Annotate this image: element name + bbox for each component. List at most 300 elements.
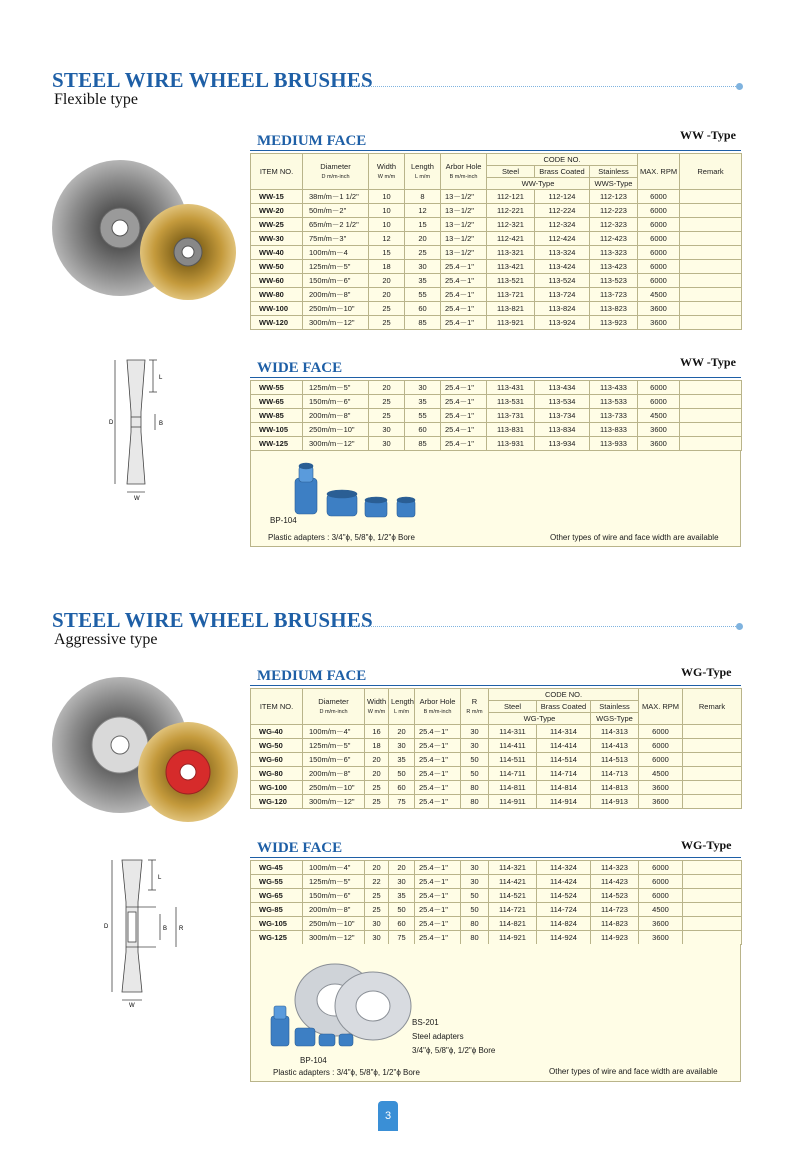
table-cell: 30 — [461, 861, 489, 875]
table-cell: 114-314 — [537, 725, 591, 739]
table-row — [251, 260, 742, 274]
table-cell: 114-511 — [489, 753, 537, 767]
diameter-cell: 250m/m－10" — [303, 917, 365, 931]
table-cell: 6000 — [639, 861, 683, 875]
table-cell: 6000 — [638, 395, 680, 409]
table-cell: 3600 — [639, 917, 683, 931]
table-cell: 30 — [461, 875, 489, 889]
table-row — [251, 288, 742, 302]
title-rule — [338, 626, 738, 627]
table-cell: 20 — [365, 753, 389, 767]
flexible-wheels-photo — [50, 140, 240, 310]
table-cell: 113-531 — [487, 395, 535, 409]
table-cell: 113-821 — [487, 302, 535, 316]
diameter-cell: 150m/m－6" — [303, 274, 369, 288]
col-rpm: MAX. RPM — [639, 689, 683, 725]
table-cell: 25 — [365, 795, 389, 809]
arbor-cell: 25.4－1" — [415, 725, 461, 739]
arbor-cell: 25.4－1" — [415, 917, 461, 931]
table-cell: 25 — [369, 395, 405, 409]
table-cell: 112-221 — [487, 204, 535, 218]
item-no-cell: WG-120 — [251, 795, 303, 809]
table-cell: 10 — [369, 204, 405, 218]
remark-cell — [683, 889, 742, 903]
remark-cell — [680, 274, 742, 288]
table-cell: 112-324 — [535, 218, 590, 232]
table-cell: 113-833 — [590, 423, 638, 437]
item-no-cell: WG-65 — [251, 889, 303, 903]
col-arbor: Arbor Hole — [419, 696, 456, 706]
table-cell: 114-713 — [591, 767, 639, 781]
table-cell: 20 — [365, 861, 389, 875]
table-cell: 4500 — [638, 288, 680, 302]
flexible-dimension-diagram — [105, 352, 190, 502]
arbor-cell: 25.4－1" — [415, 767, 461, 781]
table-cell: 80 — [461, 931, 489, 945]
medium-face-line — [250, 150, 741, 151]
item-no-cell: WW-30 — [251, 232, 303, 246]
col-length: Length — [411, 161, 434, 171]
table-cell: 113-731 — [487, 409, 535, 423]
table-cell: 113-523 — [590, 274, 638, 288]
table-cell: 30 — [365, 931, 389, 945]
table-cell: 50 — [389, 767, 415, 781]
diameter-cell: 300m/m－12" — [303, 316, 369, 330]
table-cell: 113-434 — [535, 381, 590, 395]
table-cell: 112-123 — [590, 190, 638, 204]
table-cell: 3600 — [639, 795, 683, 809]
table-cell: 114-321 — [489, 861, 537, 875]
arbor-cell: 25.4－1" — [441, 395, 487, 409]
table-cell: 113-321 — [487, 246, 535, 260]
wg-wide-table — [250, 860, 742, 945]
table-cell: 113-524 — [535, 274, 590, 288]
arbor-cell: 13－1/2" — [441, 246, 487, 260]
table-cell: 25 — [365, 889, 389, 903]
table-cell: 30 — [389, 739, 415, 753]
table-cell: 114-421 — [489, 875, 537, 889]
table-cell: 20 — [365, 767, 389, 781]
table-cell: 112-121 — [487, 190, 535, 204]
col-item: ITEM NO. — [251, 154, 303, 190]
col-width: Width — [367, 696, 387, 706]
arbor-cell: 25.4－1" — [415, 861, 461, 875]
table-cell: 30 — [405, 381, 441, 395]
remark-cell — [680, 190, 742, 204]
title-rule-dot — [736, 83, 743, 90]
remark-cell — [680, 232, 742, 246]
dim-d-label: D — [109, 420, 114, 426]
remark-cell — [680, 409, 742, 423]
table-cell: 113-834 — [535, 423, 590, 437]
table-cell: 114-523 — [591, 889, 639, 903]
table-row — [251, 409, 742, 423]
table-cell: 114-424 — [537, 875, 591, 889]
table-row — [251, 767, 742, 781]
table-cell: 114-313 — [591, 725, 639, 739]
table-cell: 114-524 — [537, 889, 591, 903]
item-no-cell: WW-50 — [251, 260, 303, 274]
section-subtitle-flexible: Flexible type — [54, 91, 138, 108]
table-cell: 113-324 — [535, 246, 590, 260]
table-row — [251, 246, 742, 260]
item-no-cell: WW-60 — [251, 274, 303, 288]
diameter-cell: 125m/m－5" — [303, 739, 365, 753]
dim-b-label: B — [163, 926, 168, 932]
item-no-cell: WG-80 — [251, 767, 303, 781]
arbor-cell: 25.4－1" — [415, 739, 461, 753]
remark-cell — [683, 725, 742, 739]
col-code: CODE NO. — [489, 689, 639, 701]
remark-cell — [683, 739, 742, 753]
diameter-cell: 300m/m－12" — [303, 931, 365, 945]
table-row — [251, 316, 742, 330]
table-row — [251, 903, 742, 917]
arbor-cell: 13－1/2" — [441, 190, 487, 204]
col-remark: Remark — [683, 689, 742, 725]
remark-cell — [680, 395, 742, 409]
table-cell: 114-814 — [537, 781, 591, 795]
table-row — [251, 395, 742, 409]
wide-face-line — [250, 377, 741, 378]
table-cell: 114-311 — [489, 725, 537, 739]
col-item: ITEM NO. — [251, 689, 303, 725]
table-cell: 55 — [405, 288, 441, 302]
table-cell: 113-934 — [535, 437, 590, 451]
remark-cell — [683, 767, 742, 781]
table-cell: 25 — [365, 903, 389, 917]
arbor-cell: 25.4－1" — [441, 437, 487, 451]
plastic-adapters-photo — [285, 460, 425, 522]
plastic-adapter-note-bottom: Plastic adapters : 3/4"ϕ, 5/8"ϕ, 1/2"ϕ Bore — [273, 1068, 420, 1077]
table-row — [251, 753, 742, 767]
section-title-flexible: STEEL WIRE WHEEL BRUSHES — [52, 68, 373, 92]
item-no-cell: WW-105 — [251, 423, 303, 437]
item-no-cell: WG-55 — [251, 875, 303, 889]
table-cell: 6000 — [639, 725, 683, 739]
table-cell: 6000 — [639, 753, 683, 767]
table-row — [251, 781, 742, 795]
item-no-cell: WG-105 — [251, 917, 303, 931]
item-no-cell: WW-20 — [251, 204, 303, 218]
table-cell: 112-323 — [590, 218, 638, 232]
table-cell: 114-414 — [537, 739, 591, 753]
ww-wide-type-label: WW -Type — [680, 355, 736, 369]
diameter-cell: 150m/m－6" — [303, 753, 365, 767]
dim-l-label: L — [159, 375, 163, 381]
table-cell: 3600 — [638, 423, 680, 437]
table-cell: 113-423 — [590, 260, 638, 274]
item-no-cell: WW-65 — [251, 395, 303, 409]
table-cell: 113-521 — [487, 274, 535, 288]
table-cell: 114-423 — [591, 875, 639, 889]
table-cell: 55 — [405, 409, 441, 423]
remark-cell — [683, 861, 742, 875]
table-row — [251, 204, 742, 218]
table-cell: 20 — [369, 381, 405, 395]
col-arbor: Arbor Hole — [445, 161, 482, 171]
table-cell: 20 — [405, 232, 441, 246]
table-cell: 80 — [461, 917, 489, 931]
table-cell: 60 — [405, 302, 441, 316]
section-title-aggressive: STEEL WIRE WHEEL BRUSHES — [52, 608, 373, 632]
remark-cell — [680, 260, 742, 274]
remark-cell — [683, 795, 742, 809]
table-cell: 112-423 — [590, 232, 638, 246]
table-cell: 113-724 — [535, 288, 590, 302]
remark-cell — [680, 288, 742, 302]
table-row — [251, 190, 742, 204]
remark-cell — [683, 753, 742, 767]
table-cell: 50 — [461, 903, 489, 917]
table-cell: 3600 — [639, 931, 683, 945]
table-cell: 112-124 — [535, 190, 590, 204]
table-cell: 20 — [369, 288, 405, 302]
table-cell: 80 — [461, 795, 489, 809]
dim-b-label: B — [159, 421, 164, 427]
table-cell: 114-921 — [489, 931, 537, 945]
table-cell: 114-714 — [537, 767, 591, 781]
table-row — [251, 218, 742, 232]
arbor-cell: 25.4－1" — [441, 274, 487, 288]
arbor-cell: 13－1/2" — [441, 232, 487, 246]
remark-cell — [680, 423, 742, 437]
diameter-cell: 150m/m－6" — [303, 889, 365, 903]
table-cell: 20 — [369, 274, 405, 288]
table-cell: 25 — [369, 302, 405, 316]
item-no-cell: WW-85 — [251, 409, 303, 423]
diameter-cell: 65m/m－2 1/2" — [303, 218, 369, 232]
item-no-cell: WW-15 — [251, 190, 303, 204]
table-row — [251, 725, 742, 739]
bp104-label-bottom: BP-104 — [300, 1056, 327, 1065]
ww-medium-table: ITEM NO. Diameter D m/m-inch Width W m/m Length L m/m Arbor Hole B m/m-inch CODE NO. MAX. RPM Remark Steel Brass Coated Stainless WW-Type WWS-Type WW-15 38m/m－1 1/2" 10 8 13－1/2" 112-121 112-124 112-123 6000 WW-20 50m/m－2" 10 12 13－1/2" 112-221 112-224 112-223 6000 WW-25 65m/m－2 1/2" 10 15 13－1/2" 112-321 112-324 112-323 6000 WW-30 75m/m－3" 12 20 13－1/2" 112-421 112-424 112-423 6000 WW-40 100m/m－4 15 25 13－1/2" 113-321 113-324 113-323 6000 WW-50 125m/m－5" 18 30 25.4－1" 113-421 113-424 113-423 6000 WW-60 150m/m－6" 20 35 25.4－1" 113-521 113-524 113-523 6000 WW-80 200m/m－8" 20 55 25.4－1" 113-721 113-724 113-723 4500 WW-100 250m/m－10" 25 60 25.4－1" 113-821 113-824 113-823 3600 WW-120 300m/m－12" 25 85 25.4－1" 113-921 113-924 113-923 3600 — [250, 153, 742, 330]
table-cell: 30 — [365, 917, 389, 931]
remark-cell — [680, 381, 742, 395]
diameter-cell: 75m/m－3" — [303, 232, 369, 246]
steel-adapters-bore: 3/4"ϕ, 5/8"ϕ, 1/2"ϕ Bore — [412, 1046, 496, 1055]
item-no-cell: WG-85 — [251, 903, 303, 917]
table-cell: 6000 — [638, 204, 680, 218]
table-cell: 113-824 — [535, 302, 590, 316]
diameter-cell: 300m/m－12" — [303, 437, 369, 451]
table-cell: 114-521 — [489, 889, 537, 903]
item-no-cell: WG-125 — [251, 931, 303, 945]
table-cell: 113-931 — [487, 437, 535, 451]
remark-cell — [683, 875, 742, 889]
arbor-cell: 25.4－1" — [415, 903, 461, 917]
arbor-cell: 25.4－1" — [415, 889, 461, 903]
table-cell: 6000 — [638, 274, 680, 288]
table-cell: 12 — [369, 232, 405, 246]
table-cell: 50 — [461, 753, 489, 767]
table-row — [251, 739, 742, 753]
table-cell: 30 — [369, 437, 405, 451]
table-cell: 25 — [369, 316, 405, 330]
arbor-cell: 25.4－1" — [441, 302, 487, 316]
table-cell: 114-824 — [537, 917, 591, 931]
diameter-cell: 250m/m－10" — [303, 781, 365, 795]
table-cell: 22 — [365, 875, 389, 889]
table-cell: 20 — [389, 861, 415, 875]
remark-cell — [683, 781, 742, 795]
item-no-cell: WW-120 — [251, 316, 303, 330]
arbor-cell: 13－1/2" — [441, 204, 487, 218]
table-cell: 8 — [405, 190, 441, 204]
diameter-cell: 100m/m－4 — [303, 246, 369, 260]
table-cell: 50 — [461, 767, 489, 781]
table-cell: 112-424 — [535, 232, 590, 246]
wg-type-label: WG-Type — [681, 665, 732, 679]
medium-face-label-wg: MEDIUM FACE — [257, 668, 367, 684]
table-cell: 85 — [405, 437, 441, 451]
table-cell: 80 — [461, 781, 489, 795]
diameter-cell: 100m/m－4" — [303, 861, 365, 875]
table-cell: 114-723 — [591, 903, 639, 917]
table-row — [251, 274, 742, 288]
remark-cell — [683, 917, 742, 931]
table-cell: 114-821 — [489, 917, 537, 931]
table-cell: 75 — [389, 931, 415, 945]
steel-and-plastic-adapters-photo — [265, 962, 425, 1058]
table-cell: 6000 — [638, 246, 680, 260]
diameter-cell: 300m/m－12" — [303, 795, 365, 809]
item-no-cell: WW-100 — [251, 302, 303, 316]
table-cell: 113-534 — [535, 395, 590, 409]
remark-cell — [680, 316, 742, 330]
remark-cell — [683, 903, 742, 917]
table-cell: 60 — [405, 423, 441, 437]
wide-face-label-ww: WIDE FACE — [257, 360, 343, 376]
arbor-cell: 25.4－1" — [415, 875, 461, 889]
table-cell: 114-914 — [537, 795, 591, 809]
other-types-note-top: Other types of wire and face width are available — [550, 533, 719, 542]
table-cell: 114-721 — [489, 903, 537, 917]
diameter-cell: 50m/m－2" — [303, 204, 369, 218]
table-cell: 10 — [369, 218, 405, 232]
table-row — [251, 889, 742, 903]
table-cell: 114-911 — [489, 795, 537, 809]
arbor-cell: 25.4－1" — [415, 931, 461, 945]
item-no-cell: WW-125 — [251, 437, 303, 451]
table-cell: 113-421 — [487, 260, 535, 274]
item-no-cell: WG-50 — [251, 739, 303, 753]
remark-cell — [680, 204, 742, 218]
table-cell: 15 — [369, 246, 405, 260]
table-cell: 3600 — [638, 302, 680, 316]
table-cell: 4500 — [638, 409, 680, 423]
col-diameter: Diameter — [320, 161, 351, 171]
table-cell: 114-324 — [537, 861, 591, 875]
table-cell: 30 — [369, 423, 405, 437]
arbor-cell: 25.4－1" — [441, 423, 487, 437]
remark-cell — [680, 302, 742, 316]
diameter-cell: 200m/m－8" — [303, 409, 369, 423]
table-cell: 16 — [365, 725, 389, 739]
table-cell: 25 — [365, 781, 389, 795]
diameter-cell: 200m/m－8" — [303, 288, 369, 302]
table-cell: 30 — [461, 739, 489, 753]
arbor-cell: 25.4－1" — [415, 795, 461, 809]
col-remark: Remark — [680, 154, 742, 190]
table-cell: 114-823 — [591, 917, 639, 931]
table-cell: 114-923 — [591, 931, 639, 945]
table-cell: 114-724 — [537, 903, 591, 917]
remark-cell — [683, 931, 742, 945]
table-cell: 112-421 — [487, 232, 535, 246]
table-cell: 114-913 — [591, 795, 639, 809]
table-cell: 35 — [405, 395, 441, 409]
table-cell: 50 — [461, 889, 489, 903]
remark-cell — [680, 437, 742, 451]
arbor-cell: 25.4－1" — [441, 381, 487, 395]
table-cell: 114-514 — [537, 753, 591, 767]
col-r: R — [471, 696, 478, 706]
table-cell: 4500 — [639, 903, 683, 917]
dim-w-label: W — [134, 496, 140, 502]
item-no-cell: WG-40 — [251, 725, 303, 739]
wide-face-line — [250, 857, 741, 858]
table-cell: 113-933 — [590, 437, 638, 451]
table-cell: 18 — [365, 739, 389, 753]
table-cell: 10 — [369, 190, 405, 204]
table-cell: 6000 — [638, 190, 680, 204]
table-cell: 85 — [405, 316, 441, 330]
table-cell: 113-823 — [590, 302, 638, 316]
table-cell: 113-721 — [487, 288, 535, 302]
table-cell: 114-813 — [591, 781, 639, 795]
diameter-cell: 250m/m－10" — [303, 302, 369, 316]
table-cell: 12 — [405, 204, 441, 218]
table-cell: 6000 — [639, 875, 683, 889]
aggressive-wheels-photo — [50, 670, 240, 830]
diameter-cell: 200m/m－8" — [303, 903, 365, 917]
item-no-cell: WW-40 — [251, 246, 303, 260]
table-row — [251, 381, 742, 395]
table-cell: 20 — [389, 725, 415, 739]
table-cell: 114-711 — [489, 767, 537, 781]
table-cell: 114-924 — [537, 931, 591, 945]
remark-cell — [680, 218, 742, 232]
table-cell: 113-431 — [487, 381, 535, 395]
dim-w-label: W — [129, 1003, 135, 1007]
table-cell: 25 — [405, 246, 441, 260]
table-cell: 6000 — [639, 739, 683, 753]
col-code: CODE NO. — [487, 154, 638, 166]
table-cell: 25 — [369, 409, 405, 423]
table-cell: 113-323 — [590, 246, 638, 260]
item-no-cell: WW-55 — [251, 381, 303, 395]
diameter-cell: 125m/m－5" — [303, 875, 365, 889]
bp104-label-top: BP-104 — [270, 516, 297, 525]
table-cell: 3600 — [638, 316, 680, 330]
table-row — [251, 931, 742, 945]
title-rule-dot — [736, 623, 743, 630]
table-cell: 50 — [389, 903, 415, 917]
table-cell: 113-424 — [535, 260, 590, 274]
table-cell: 113-733 — [590, 409, 638, 423]
table-cell: 35 — [389, 753, 415, 767]
plastic-adapter-note-top: Plastic adapters : 3/4"ϕ, 5/8"ϕ, 1/2"ϕ Bore — [268, 533, 415, 542]
table-cell: 112-223 — [590, 204, 638, 218]
table-cell: 113-831 — [487, 423, 535, 437]
table-cell: 15 — [405, 218, 441, 232]
dim-r-label: R — [179, 926, 184, 932]
remark-cell — [680, 246, 742, 260]
title-rule — [338, 86, 738, 87]
table-cell: 114-323 — [591, 861, 639, 875]
diameter-cell: 100m/m－4" — [303, 725, 365, 739]
